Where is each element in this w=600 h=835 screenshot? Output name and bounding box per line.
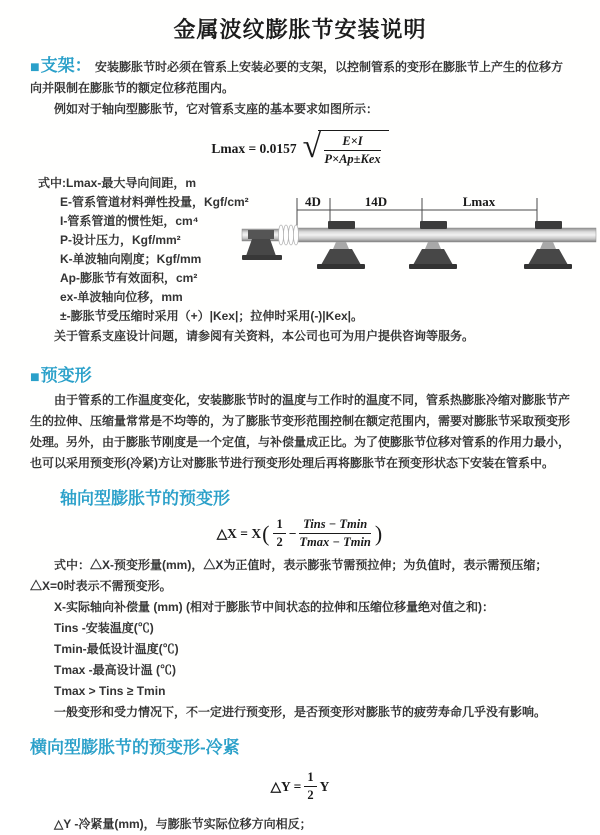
close-paren: ) (374, 520, 383, 546)
lmax-formula (30, 130, 570, 168)
lmax-formula-prefix: Lmax = 0.0157 (211, 140, 297, 156)
lateral-subsection-heading: 横向型膨胀节的预变形-冷紧 (30, 737, 240, 757)
support-section-heading: 支架： (40, 56, 92, 75)
lmax-formula-denominator: P×Ap±Kex (324, 152, 381, 167)
axial-note-tins: Tins -安装温度(℃) (54, 620, 154, 635)
dimension-label-lmax: Lmax (462, 194, 496, 209)
axial-note-tmax: Tmax -最高设计温 (℃) (54, 662, 177, 677)
predeform-paragraph: 由于管系的工作温度变化，安装膨胀节时的温度与工作时的温度不同，管系热膨胀冷缩对膨胀节产生的拉伸、压缩量常常是不均等的，为了膨胀节变形范围控制在额定范围内，需要对膨胀节采取预变形处理。另外，由于膨胀节刚度是一个定值，与补偿量成正比。为了使膨胀节位移对管系的作用力最小，也可以采用预变形(冷紧)方让对膨胀节进行预变形处理后再将膨胀节在预变形状态下安装在管系中。 (30, 392, 571, 470)
definition-e: E-管系管道材料弹性投量，Kgf/cm² (60, 194, 249, 209)
minus-sign: − (288, 525, 297, 541)
definition-lmax: 式中:Lmax-最大导向间距，m (38, 175, 197, 190)
definition-ap: Ap-膨胀节有效面积，cm² (60, 270, 198, 285)
temperature-fraction (299, 517, 370, 551)
axial-note-tmin: Tmin-最低设计温度(℃) (54, 641, 179, 656)
pipe (296, 228, 596, 242)
lateral-formula-rhs: Y (319, 778, 330, 794)
fraction-denominator: 2 (307, 788, 314, 803)
support-closing-line: 关于管系支座设计问题，请参阅有关资料，本公司也可为用户提供咨询等服务。 (54, 328, 475, 343)
fraction-denominator: Tmax − Tmin (299, 535, 371, 550)
lmax-formula-numerator: E×I (324, 133, 380, 151)
axial-formula-lhs: △X = X (216, 525, 262, 541)
definition-kex-sign: ±-膨胀节受压缩时采用（+）|Kex|；拉伸时采用(-)|Kex|。 (60, 308, 364, 323)
axial-note: X-实际轴向补偿量 (mm) (相对于膨胀节中间状态的拉伸和压缩位移量绝对值之和)： (54, 599, 494, 614)
lmax-formula-fraction (318, 130, 388, 168)
axial-note: 一般变形和受力情况下，不一定进行预变形，是否预变形对膨胀节的疲劳寿命几乎没有影响。 (54, 704, 547, 719)
pipe-support-diagram (240, 188, 600, 288)
predeform-section-heading (30, 361, 570, 387)
support-lead-text: 安装膨胀节时必须在管系上安装必要的支架，以控制管系的变形在膨胀节上产生的位移方向并限制在膨胀节的额定位移范围内。 (30, 60, 564, 95)
support-paragraph (30, 55, 570, 99)
bellows-icon (278, 225, 298, 245)
one-half-fraction (304, 770, 316, 804)
predeform-heading-text: 预变形 (40, 365, 92, 385)
lateral-note: △Y -冷紧量(mm)，与膨胀节实际位移方向相反； (54, 817, 312, 831)
axial-formula (30, 517, 570, 551)
fraction-denominator: 2 (276, 535, 283, 550)
dimension-label-14d: 14D (364, 194, 388, 209)
definition-p: P-设计压力，Kgf/mm² (60, 232, 181, 247)
radical-sign: √ (302, 128, 322, 166)
lateral-formula (30, 770, 570, 804)
axial-note: 式中：△X-预变形量(mm)，△X为正值时，表示膨张节需预拉伸；为负值时，表示需预压缩；△X=0时表示不需预变形。 (30, 557, 548, 593)
fraction-numerator: 1 (304, 770, 316, 788)
page-title: 金属波纹膨胀节安装说明 (173, 17, 427, 42)
dimension-labels (305, 194, 496, 209)
open-paren: ( (262, 520, 270, 546)
fraction-numerator: 1 (273, 517, 285, 535)
axial-notes (30, 555, 570, 723)
one-half-fraction (273, 517, 285, 551)
dimension-label-4d: 4D (305, 194, 321, 209)
definition-i: I-管系管道的惯性矩，cm⁴ (60, 213, 199, 228)
support-example-line: 例如对于轴向型膨胀节，它对管系支座的基本要求如图所示： (54, 102, 379, 116)
pipe-support-diagram-svg (240, 188, 600, 288)
section-marker-icon: ■ (30, 368, 40, 386)
section-marker-icon: ■ (30, 59, 40, 76)
lateral-formula-lhs: △Y = (270, 778, 302, 794)
axial-subsection-heading: 轴向型膨胀节的预变形 (60, 488, 230, 508)
definition-ex: ex-单波轴向位移，mm (60, 289, 183, 304)
fraction-numerator: Tins − Tmin (299, 517, 370, 535)
definition-k: K-单波轴向刚度；Kgf/mm (60, 251, 202, 266)
axial-note-ineq: Tmax > Tins ≥ Tmin (54, 683, 166, 698)
